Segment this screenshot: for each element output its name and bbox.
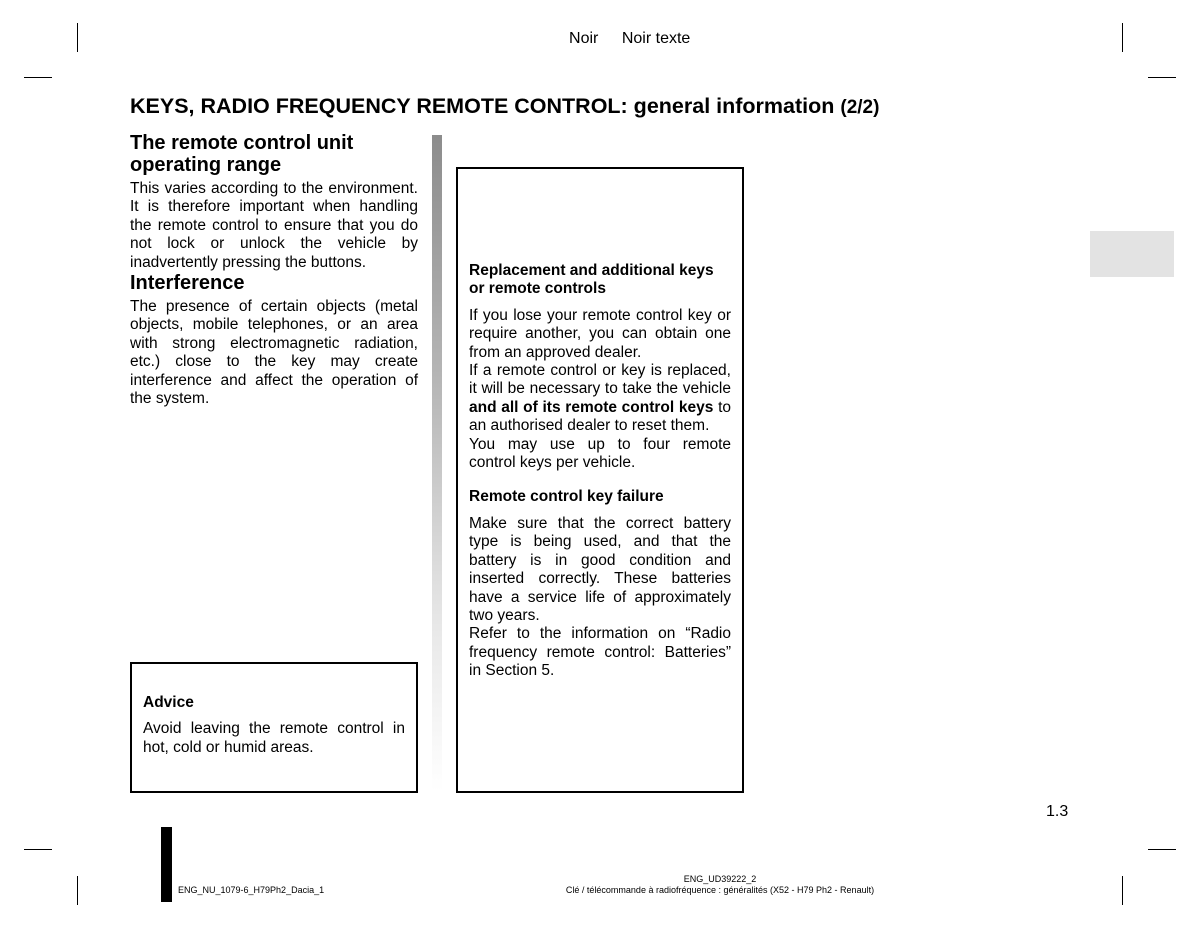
page-title-suffix: (2/2) [840, 97, 880, 118]
color-tag-noir: Noir [569, 30, 599, 47]
crop-mark-top-right [1122, 23, 1123, 52]
failure-paragraph-2: Refer to the information on “Radio frequency remote control: Batteries” in Section 5. [469, 625, 731, 680]
crop-mark-top-left-h [24, 77, 52, 78]
footer-reference-title: Clé / télécommande à radiofréquence : généralités (X52 - H79 Ph2 - Renault) [565, 885, 875, 895]
crop-mark-top-left [77, 23, 78, 52]
replacement-heading: Replacement and additional keys or remote controls [469, 262, 714, 298]
crop-mark-top-right-h [1148, 77, 1176, 78]
interference-text: The presence of certain objects (metal objects, mobile telephones, or an area with strong electromagnetic radiation, etc.) close to the key may create interference and affect the operation of the system. [130, 298, 418, 408]
section-heading-interference: Interference [130, 272, 245, 295]
print-color-tags [502, 30, 709, 48]
chapter-side-tab [1090, 231, 1174, 277]
failure-paragraph-1: Make sure that the correct battery type is being used, and that the battery is in good condition and inserted correctly. These batteries have a service life of approximately two years. [469, 514, 731, 624]
footer-reference [504, 874, 936, 896]
replacement-p2-start: If a remote control or key is replaced, it will be necessary to take the vehicle [469, 362, 731, 398]
footer-reference-code: ENG_UD39222_2 [683, 874, 757, 884]
replacement-paragraph-2 [469, 362, 731, 436]
page-title [130, 94, 879, 119]
crop-mark-bottom-left-h [24, 849, 52, 850]
range-text: This varies according to the environment. It is therefore important when handling the remote control to ensure that you do not lock or unlock the vehicle by inadvertently pressing the buttons. [130, 180, 418, 271]
replacement-paragraph-3: You may use up to four remote control keys per vehicle. [469, 435, 731, 472]
color-tag-jaune: Jaune [502, 30, 546, 47]
left-column [130, 132, 418, 408]
footer-document-code: ENG_NU_1079-6_H79Ph2_Dacia_1 [178, 885, 325, 895]
crop-mark-bottom-left [77, 876, 78, 905]
failure-heading: Remote control key failure [469, 488, 664, 506]
footer-black-bar [161, 827, 172, 902]
page-number: 1.3 [1046, 803, 1069, 820]
page-title-main: KEYS, RADIO FREQUENCY REMOTE CONTROL: general information [130, 94, 835, 118]
color-tag-noir-texte: Noir texte [621, 30, 691, 47]
section-heading-range: The remote control unit operating range [130, 132, 354, 176]
column-divider [432, 135, 442, 791]
replacement-paragraph-1: If you lose your remote control key or require another, you can obtain one from an approved dealer. [469, 306, 731, 361]
crop-mark-bottom-right-h [1148, 849, 1176, 850]
advice-text: Avoid leaving the remote control in hot, cold or humid areas. [143, 720, 405, 756]
advice-box [130, 662, 418, 793]
crop-mark-bottom-right [1122, 876, 1123, 905]
replacement-p2-bold: and all of its remote control keys [469, 398, 714, 416]
info-box [456, 167, 744, 793]
replacement-p2-end: to an authorised dealer to reset them. [469, 398, 731, 435]
advice-heading: Advice [143, 694, 194, 711]
